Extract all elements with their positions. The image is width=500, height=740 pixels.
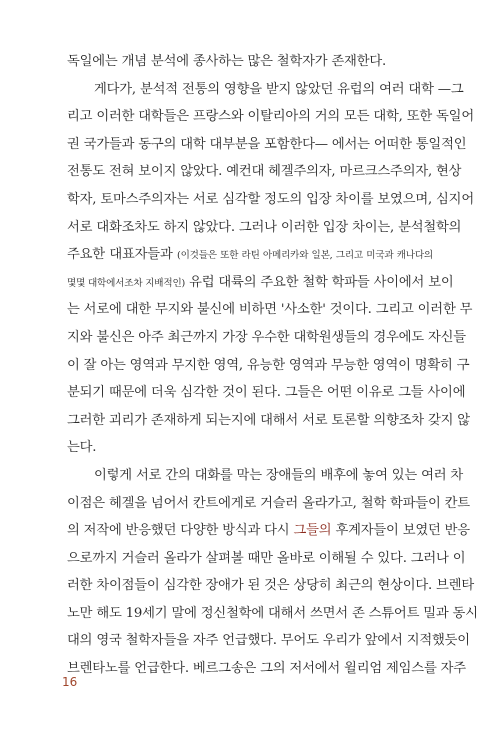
parenthetical-note: 몇몇 대학에서조차 지배적인) (67, 277, 186, 289)
text-line: 는 서로에 대한 무지와 불신에 비하면 '사소한' 것이다. 그리고 이러한 무 (67, 302, 473, 318)
parenthetical-note: (이것들은 또한 라틴 아메리카와 일본, 그리고 미국과 캐나다의 (177, 250, 433, 262)
text-line: 으로까지 거슬러 올라가 살펴볼 때만 올바로 이해될 수 있다. 그러나 이 (67, 550, 466, 566)
highlighted-word: 그들의 (293, 523, 332, 539)
text-segment: 유럽 대륙의 주요한 철학 학파들 사이에서 보이 (185, 274, 454, 290)
text-line: 이점은 헤겔을 넘어서 칸트에게로 거슬러 올라가고, 철학 학파들이 칸트 (67, 495, 470, 511)
text-line: 지와 불신은 아주 최근까지 가장 우수한 대학원생들의 경우에도 자신들 (67, 329, 466, 345)
text-line: 리고 이러한 대학들은 프랑스와 이탈리아의 거의 모든 대학, 또한 독일어 (67, 109, 474, 125)
page-number: 16 (62, 675, 78, 689)
text-line: 노만 해도 19세기 말에 정신철학에 대해서 쓰면서 존 스튜어트 밀과 동시 (67, 605, 478, 621)
text-segment: 의 저작에 반응했던 다양한 방식과 다시 (67, 523, 294, 539)
text-line: 전통도 전혀 보이지 않았다. 예컨대 헤겔주의자, 마르크스주의자, 현상 (67, 164, 462, 180)
text-line: 그러한 괴리가 존재하게 되는지에 대해서 서로 토론할 의향조차 갖지 않 (67, 412, 470, 428)
text-line: 분되기 때문에 더욱 심각한 것이 된다. 그들은 어떤 이유로 그들 사이에 (67, 385, 466, 401)
text-line: 독일에는 개념 분석에 종사하는 많은 철학자가 존재한다. (67, 54, 387, 69)
text-line: 권 국가들과 동구의 대학 대부분을 포함한다— 에서는 어떠한 통일적인 (67, 136, 467, 152)
text-line: 대의 영국 철학자들을 자주 언급했다. 무어도 우리가 앞에서 지적했듯이 (67, 633, 470, 649)
text-segment: 후계자들이 보였던 반응 (331, 523, 470, 539)
text-line-mixed (67, 241, 433, 269)
text-line: 서로 대화조차도 하지 않았다. 그러나 이러한 입장 차이는, 분석철학의 (67, 219, 462, 235)
text-line-mixed (67, 269, 454, 297)
text-segment: 주요한 대표자들과 (67, 247, 178, 263)
text-line: 이 잘 아는 영역과 무지한 영역, 유능한 영역과 무능한 영역이 명확히 구 (67, 357, 470, 373)
body-text (67, 48, 478, 683)
text-line: 는다. (67, 440, 97, 456)
text-line-mixed (67, 517, 470, 545)
paragraph-start-line: 이렇게 서로 간의 대화를 막는 장애들의 배후에 놓여 있는 여러 차 (94, 467, 464, 483)
text-line: 학자, 토마스주의자는 서로 심각할 정도의 입장 차이를 보였으며, 심지어 (67, 191, 474, 207)
text-line: 브렌타노를 언급한다. 베르그송은 그의 저서에서 윌리엄 제임스를 자주 (67, 661, 466, 677)
text-line: 러한 차이점들이 심각한 장애가 된 것은 상당히 최근의 현상이다. 브렌타 (67, 578, 474, 594)
paragraph-start-line: 게다가, 분석적 전통의 영향을 받지 않았던 유럽의 여러 대학 —그 (94, 81, 464, 97)
